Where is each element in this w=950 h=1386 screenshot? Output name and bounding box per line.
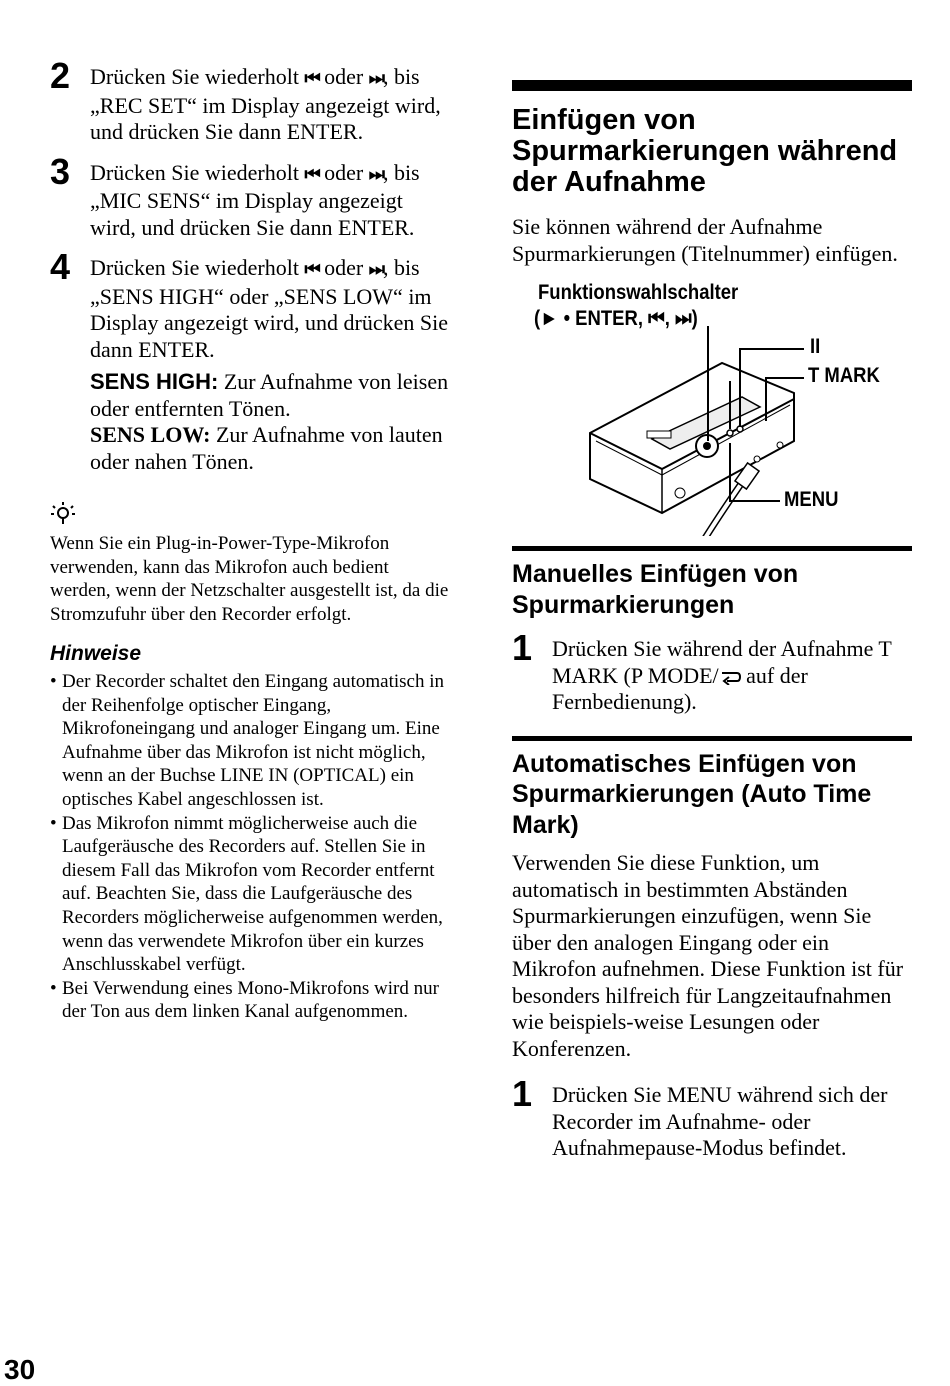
notes-heading: Hinweise (50, 642, 142, 665)
step-number: 1 (512, 627, 533, 668)
notes-list (50, 670, 450, 1024)
step-text: Drücken Sie MENU während sich der Recorder im Aufnahme- oder Aufnahmepause-Modus befindet. (552, 1082, 888, 1160)
definition-sens-low: SENS LOW: Zur Aufnahme von lauten oder nahen Tönen. (90, 422, 443, 474)
previous-track-icon: ⏮ (304, 163, 319, 185)
repeat-icon (719, 669, 741, 685)
section-rule (512, 546, 912, 551)
section-rule (512, 736, 912, 741)
step-3 (50, 150, 450, 242)
step-4 (50, 246, 450, 475)
next-track-icon: ⏭ (368, 68, 383, 89)
label-t-mark: T MARK (808, 364, 880, 387)
page-number: 30 (4, 1354, 36, 1385)
list-item: • Der Recorder schaltet den Eingang automatisch in der Reihenfolge optischer Eingang, Mikrofoneingang und analoger Eingang um. Eine Aufnahme über das Mikrofon ist nicht möglich, wenn an der Buchse LINE IN (OPTICAL) ein optisches Kabel angeschlossen ist. (50, 670, 450, 812)
list-item: • Bei Verwendung eines Mono-Mikrofons wird nur der Ton aus dem linken Kanal aufgenommen. (50, 977, 450, 1024)
step-text: Drücken Sie wiederholt ⏮ oder ⏭, bis „MIC SENS“ im Display angezeigt wird, und drücken Sie dann ENTER. (90, 159, 420, 240)
section-title: Einfügen von Spurmarkierungen während der Aufnahme (512, 104, 898, 198)
list-item: • Das Mikrofon nimmt möglicherweise auch die Laufgeräusche des Recorders auf. Stellen Sie in diesem Fall das Mikrofon vom Recorder entfernt auf. Beachten Sie, dass die Laufgeräusche des Recorders möglicherweise aufgenommen werden, wenn das verwendete Mikrofon über ein kurzes Anschlusskabel verfügt. (50, 812, 450, 977)
intro-text: Sie können während der Aufnahme Spurmarkierungen (Titelnummer) einfügen. (512, 214, 898, 266)
step-text: Drücken Sie wiederholt ⏮ oder ⏭, bis „SENS HIGH“ oder „SENS LOW“ im Display angezeigt wird, und drücken Sie dann ENTER. (90, 255, 449, 362)
right-column (512, 80, 912, 1176)
auto-step-1 (512, 1073, 912, 1162)
step-text: Drücken Sie wiederholt ⏮ oder ⏭, bis „REC SET“ im Display angezeigt wird, und drücken Sie dann ENTER. (90, 64, 441, 144)
left-column (50, 55, 450, 1024)
device-illustration (512, 281, 912, 536)
tip-text: Wenn Sie ein Plug-in-Power-Type-Mikrofon verwenden, kann das Mikrofon auch bedient werden, wenn der Netzschalter ausgestellt ist, da die Stromzufuhr über den Recorder erfolgt. (50, 533, 449, 625)
step-2 (50, 55, 450, 146)
lightbulb-icon (50, 501, 76, 527)
section-rule (512, 80, 912, 91)
definition-sens-high: SENS HIGH: Zur Aufnahme von leisen oder entfernten Tönen. (90, 369, 449, 421)
auto-paragraph: Verwenden Sie diese Funktion, um automatisch in bestimmten Abständen Spurmarkierungen einzufügen, wenn Sie über den analogen Eingang oder ein Mikrofon aufnehmen. Diese Funktion ist für besonders hilfreich für Langzeitaufnahmen wie beispiels-weise Lesungen oder Konferenzen. (512, 850, 904, 1061)
manual-step-1 (512, 627, 912, 716)
next-track-icon: ⏭ (368, 259, 383, 280)
step-number: 4 (50, 246, 71, 287)
subsection-title-manual: Manuelles Einfügen von Spurmarkierungen (512, 560, 799, 619)
step-number: 1 (512, 1073, 533, 1114)
previous-track-icon: ⏮ (304, 68, 319, 89)
step-text: Drücken Sie während der Aufnahme T MARK (P MODE/ auf der Fernbedienung). (552, 636, 892, 714)
step-number: 3 (50, 150, 71, 192)
pause-icon: II (810, 335, 821, 358)
step-number: 2 (50, 55, 71, 96)
next-track-icon: ⏭ (368, 163, 383, 185)
previous-track-icon: ⏮ (304, 259, 319, 280)
label-menu: MENU (784, 488, 839, 511)
subsection-title-auto: Automatisches Einfügen von Spurmarkierungen (Auto Time Mark) (512, 749, 872, 839)
label-function-switch-keys: (► • ENTER, ⏮, ⏭) (534, 307, 698, 330)
label-function-switch: Funktionswahlschalter (538, 281, 739, 304)
